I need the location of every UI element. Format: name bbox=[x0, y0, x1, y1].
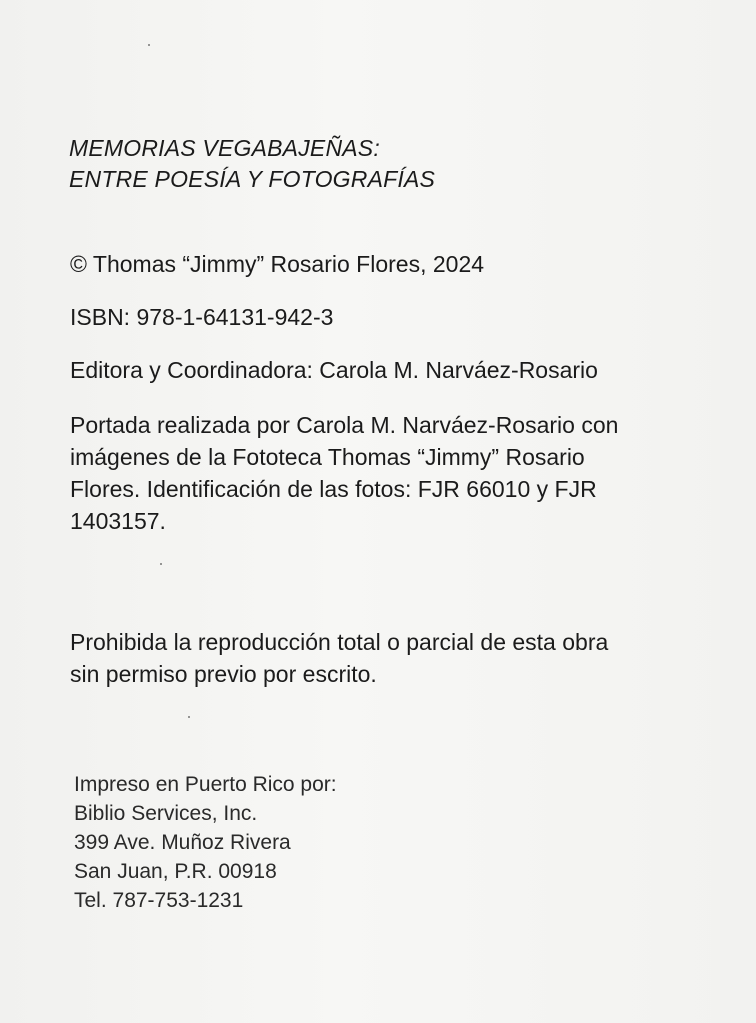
book-title-line-2: ENTRE POESÍA Y FOTOGRAFÍAS bbox=[69, 166, 436, 192]
printer-imprint bbox=[74, 770, 337, 915]
paper-speck bbox=[188, 716, 190, 718]
isbn: ISBN: 978-1-64131-942-3 bbox=[70, 304, 334, 330]
imprint-line: San Juan, P.R. 00918 bbox=[74, 860, 277, 883]
cover-credit-line: Flores. Identificación de las fotos: FJR 66010 y FJR bbox=[70, 476, 597, 502]
editor-credit: Editora y Coordinadora: Carola M. Narváez-Rosario bbox=[70, 357, 598, 383]
rights-notice-line: sin permiso previo por escrito. bbox=[70, 661, 377, 687]
rights-notice bbox=[70, 626, 720, 690]
imprint-line: Biblio Services, Inc. bbox=[74, 802, 258, 825]
copyright-notice: © Thomas “Jimmy” Rosario Flores, 2024 bbox=[70, 251, 485, 277]
imprint-line: 399 Ave. Muñoz Rivera bbox=[74, 831, 291, 854]
cover-credit-line: 1403157. bbox=[70, 508, 166, 534]
rights-notice-line: Prohibida la reproducción total o parcial de esta obra bbox=[70, 629, 609, 655]
paper-speck bbox=[148, 44, 150, 46]
cover-credit-line: imágenes de la Fototeca Thomas “Jimmy” Rosario bbox=[70, 444, 585, 470]
paper-speck bbox=[160, 563, 162, 565]
cover-credit-line: Portada realizada por Carola M. Narváez-Rosario con bbox=[70, 412, 619, 438]
imprint-line: Impreso en Puerto Rico por: bbox=[74, 773, 337, 796]
book-title-line-1: MEMORIAS VEGABAJEÑAS: bbox=[69, 135, 380, 161]
imprint-line: Tel. 787-753-1231 bbox=[74, 889, 244, 912]
book-title bbox=[69, 133, 435, 195]
cover-credit bbox=[70, 409, 720, 537]
